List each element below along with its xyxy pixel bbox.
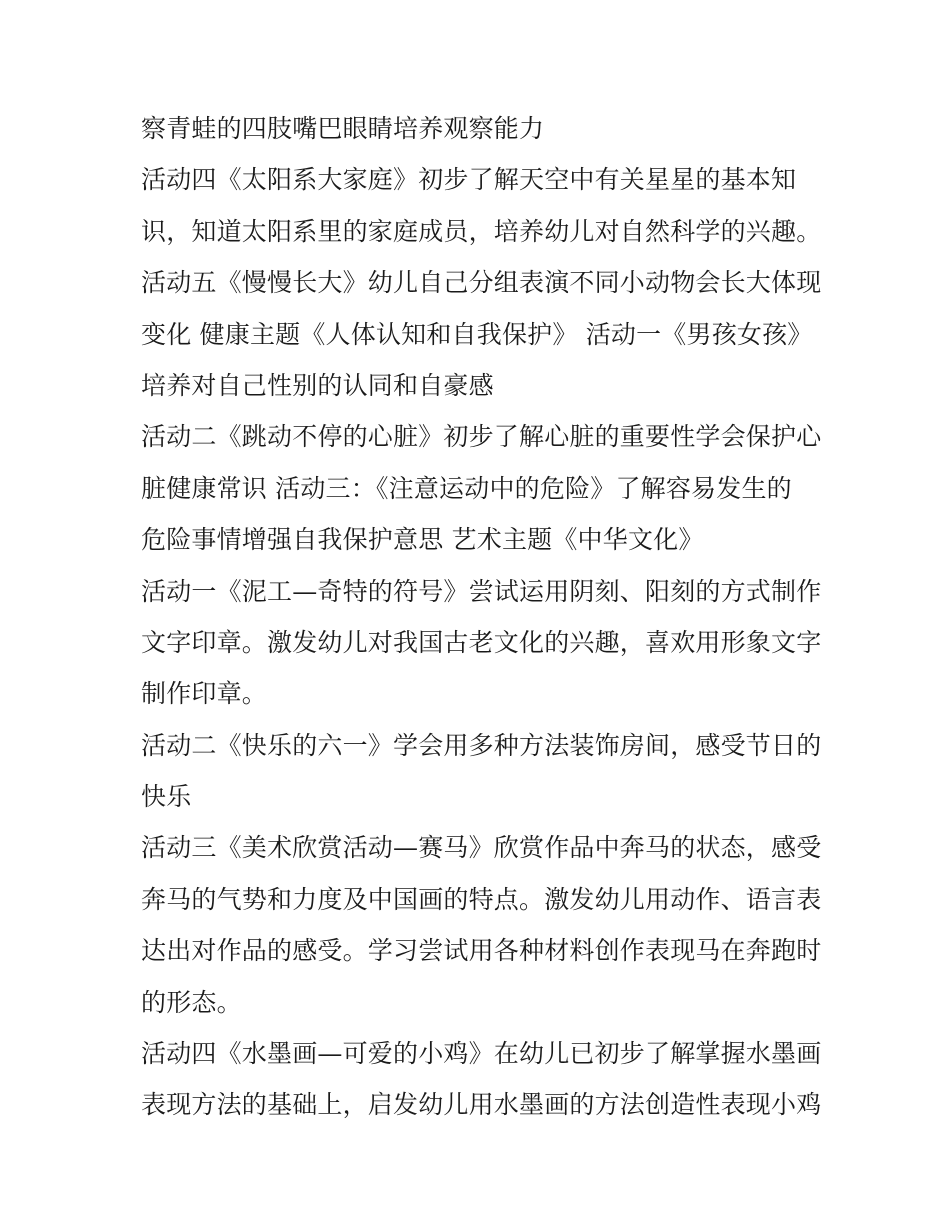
- text-line: 活动一《泥工—奇特的符号》尝试运用阴刻、阳刻的方式制作: [141, 576, 822, 606]
- text-line: 危险事情增强自我保护意思 艺术主题《中华文化》: [141, 525, 704, 555]
- text-line: 的形态。: [141, 987, 242, 1017]
- text-line: 活动五《慢慢长大》幼儿自己分组表演不同小动物会长大体现: [141, 268, 822, 298]
- text-line: 活动四《水墨画—可爱的小鸡》在幼儿已初步了解掌握水墨画: [141, 1039, 822, 1069]
- text-line: 活动二《跳动不停的心脏》初步了解心脏的重要性学会保护心: [141, 422, 822, 452]
- text-line: 培养对自己性别的认同和自豪感: [141, 370, 494, 400]
- document-body: [141, 103, 821, 1131]
- text-line: 识，知道太阳系里的家庭成员，培养幼儿对自然科学的兴趣。: [141, 216, 822, 246]
- text-line: 达出对作品的感受。学习尝试用各种材料创作表现马在奔跑时: [141, 936, 822, 966]
- text-line: 活动三《美术欣赏活动—赛马》欣赏作品中奔马的状态，感受: [141, 833, 822, 863]
- text-line: 制作印章。: [141, 679, 268, 709]
- text-line: 活动二《快乐的六一》学会用多种方法装饰房间，感受节日的: [141, 730, 822, 760]
- text-line: 表现方法的基础上，启发幼儿用水墨画的方法创造性表现小鸡: [141, 1090, 822, 1120]
- text-line: 奔马的气势和力度及中国画的特点。激发幼儿用动作、语言表: [141, 884, 822, 914]
- text-line: 变化 健康主题《人体认知和自我保护》 活动一《男孩女孩》: [141, 319, 813, 349]
- text-line: 文字印章。激发幼儿对我国古老文化的兴趣，喜欢用形象文字: [141, 627, 822, 657]
- text-line: 察青蛙的四肢嘴巴眼睛培养观察能力: [141, 114, 545, 143]
- text-line: 快乐: [141, 782, 192, 812]
- text-line: 活动四《太阳系大家庭》初步了解天空中有关星星的基本知: [141, 165, 797, 195]
- text-line: 脏健康常识 活动三：《注意运动中的危险》了解容易发生的: [141, 473, 792, 503]
